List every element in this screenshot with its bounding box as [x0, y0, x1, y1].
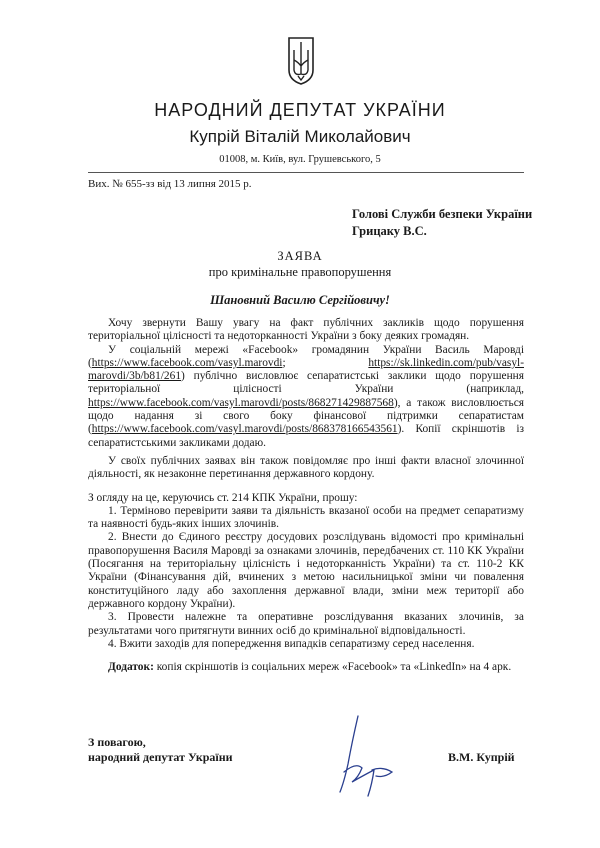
facebook-post-link-1[interactable]: https://www.facebook.com/vasyl.marovdi/posts/868271429887568	[88, 396, 394, 409]
signer-name: В.М. Купрій	[448, 750, 515, 764]
request-item-2: 2. Внести до Єдиного реєстру досудових розслідувань відомості про кримінальні правопорушення Василя Маровді за ознаками злочинів, передбачених ст. 110 КК України (Посягання на територіальну цілісність і недоторканність України) та ст. 110-2 КК України (Фінансування дій, вчинених з метою насильницької зміни чи повалення конституційного ладу або захоплення державної влади, зміни меж території або державного кордону України).	[88, 531, 524, 610]
paragraph-3: У своїх публічних заявах він також повідомляє про інші факти власної злочинної діяльності, як незаконне перетинання державного кордону.	[88, 454, 524, 481]
document-title: ЗАЯВА	[277, 249, 323, 263]
facebook-profile-link[interactable]: https://www.facebook.com/vasyl.marovdi	[91, 356, 283, 369]
linkedin-profile-link[interactable]: https://sk.linkedin.com/pub/vasyl-marovdi/3b/b81/261	[88, 356, 524, 383]
document-subtitle: про кримінальне правопорушення	[208, 265, 392, 279]
signoff-position: народний депутат України	[88, 750, 233, 764]
sender-title: НАРОДНИЙ ДЕПУТАТ УКРАЇНИ	[154, 100, 446, 120]
greeting: Шановний Василю Сергійовичу!	[210, 293, 390, 307]
paragraph-1: Хочу звернути Вашу увагу на факт публічних закликів щодо порушення територіальної цілісності та недоторканності України з боку деяких громадян.	[88, 317, 524, 343]
addressee-position: Голові Служби безпеки України	[352, 207, 533, 221]
paragraph-4: З огляду на це, керуючись ст. 214 КПК України, прошу:	[88, 491, 358, 504]
letter-body	[88, 317, 524, 674]
signoff-block	[88, 735, 233, 765]
paragraph-2: У соціальній мережі «Facebook» громадянин України Василь Маровді (https://www.facebook.com/vasyl.marovdi; https://sk.linkedin.com/pub/vasyl-marovdi/3b/b81/261) публічно висловлює сепаратистські заклики щодо порушення територіальної цілісності України (наприклад, https://www.facebook.com/vasyl.marovdi/posts/868271429887568), а також висловлюється щодо надання зі свого боку фінансової підтримки сепаратистам (https://www.facebook.com/vasyl.marovdi/posts/868378166543561). Копії скріншотів із сепаратистськими закликами додаю.	[88, 343, 524, 449]
outgoing-reference: Вих. № 655-зз від 13 липня 2015 р.	[88, 178, 252, 190]
request-item-4: 4. Вжити заходів для попередження випадків сепаратизму серед населення.	[108, 637, 475, 650]
facebook-post-link-2[interactable]: https://www.facebook.com/vasyl.marovdi/posts/868378166543561	[91, 423, 398, 436]
request-item-1: 1. Терміново перевірити заяви та діяльність вказаної особи на предмет сепаратизму та наявності будь-яких інших злочинів.	[88, 504, 524, 531]
sender-address: 01008, м. Київ, вул. Грушевського, 5	[219, 154, 381, 165]
request-item-3: 3. Провести належне та оперативне розслідування вказаних злочинів, за результатами чого притягнути винних осіб до кримінальної відповідальності.	[88, 611, 524, 637]
addressee-name: Грицаку В.С.	[352, 224, 427, 238]
addressee-block	[352, 206, 532, 240]
attachment-note: Додаток: копія скріншотів із соціальних мереж «Facebook» та «LinkedIn» на 4 арк.	[108, 661, 512, 674]
coat-of-arms-icon	[287, 36, 315, 86]
header-divider	[88, 172, 524, 173]
signoff-regards: З повагою,	[88, 735, 146, 749]
sender-name: Купрій Віталій Миколайович	[189, 127, 411, 146]
handwritten-signature	[322, 712, 402, 802]
